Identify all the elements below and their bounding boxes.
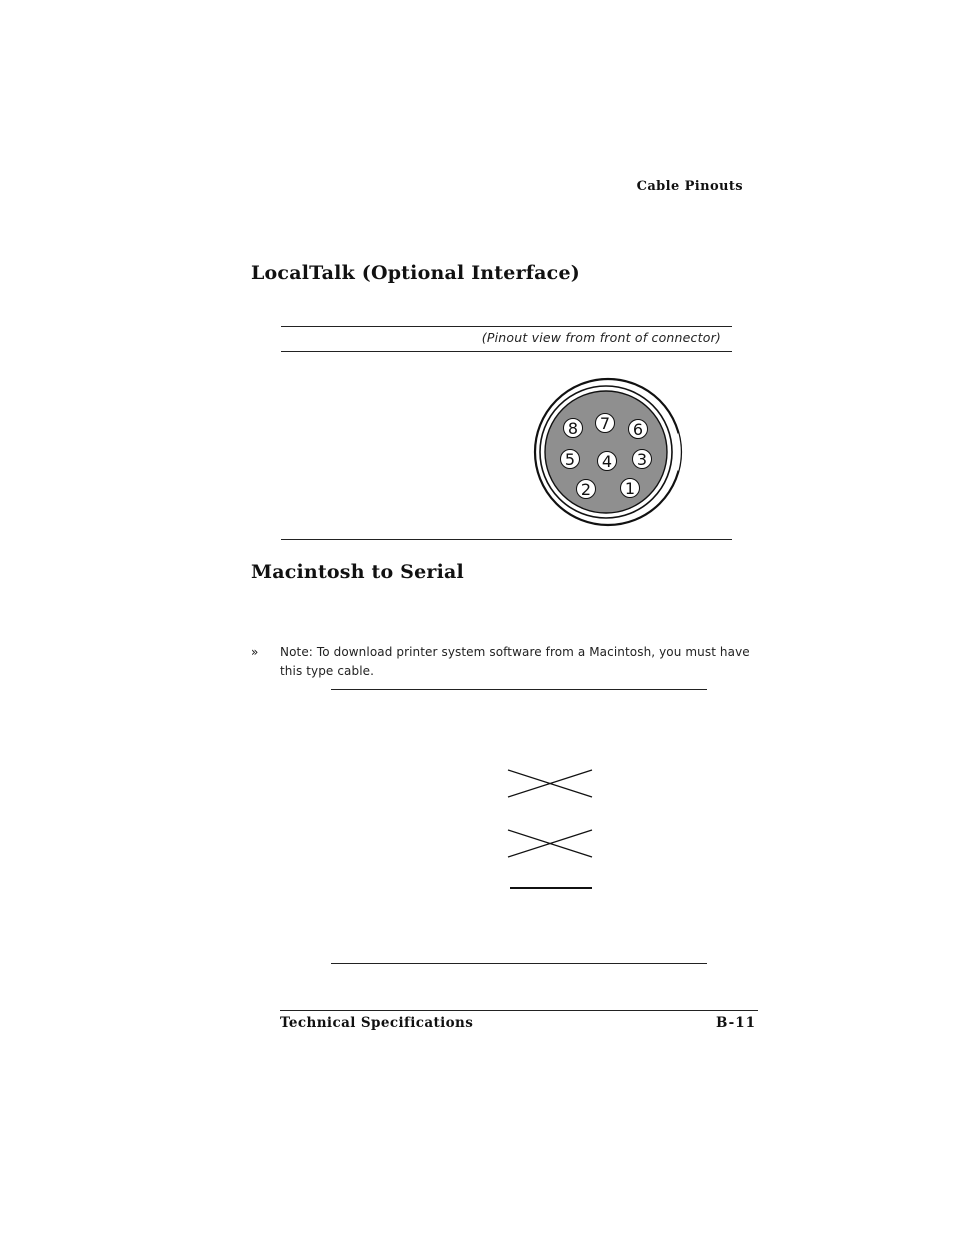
- footer-rule: [280, 1010, 758, 1011]
- pin-7: [596, 414, 615, 434]
- wiring-table-bottom-rule: [331, 963, 707, 964]
- table-bottom-rule: [281, 539, 732, 540]
- running-head: Cable Pinouts: [636, 179, 743, 194]
- pin-8: [564, 419, 583, 439]
- pin-4: [598, 452, 617, 472]
- wiring-diagram: [505, 764, 597, 894]
- pin-1: [621, 479, 640, 499]
- pinout-caption: (Pinout view from front of connector): [481, 330, 721, 345]
- page-number: B-11: [715, 1015, 756, 1031]
- connector-diagram: [530, 376, 686, 528]
- footer-title: Technical Specifications: [280, 1015, 474, 1031]
- pin-4-label: 4: [601, 452, 613, 471]
- pin-1-label: 1: [624, 479, 636, 498]
- note-text: Note: To download printer system software from a Macintosh, you must have this type cable.: [280, 645, 750, 678]
- pin-5: [561, 450, 580, 470]
- note-bullet: »: [251, 645, 259, 659]
- pin-2: [577, 480, 596, 500]
- connector-notch: [676, 434, 678, 470]
- section-heading-mac-serial: Macintosh to Serial: [251, 561, 464, 583]
- pin-2-label: 2: [580, 480, 592, 499]
- table-top-rule: [281, 326, 732, 327]
- pin-3-label: 3: [636, 450, 648, 469]
- pin-8-label: 8: [567, 419, 579, 438]
- section-heading-localtalk: LocalTalk (Optional Interface): [251, 262, 580, 284]
- pin-5-label: 5: [564, 450, 576, 469]
- pin-6-label: 6: [632, 420, 644, 439]
- wiring-table-top-rule: [331, 689, 707, 690]
- pin-3: [633, 450, 652, 470]
- pin-6: [629, 420, 648, 440]
- pin-7-label: 7: [599, 414, 611, 433]
- table-header-rule: [281, 351, 732, 352]
